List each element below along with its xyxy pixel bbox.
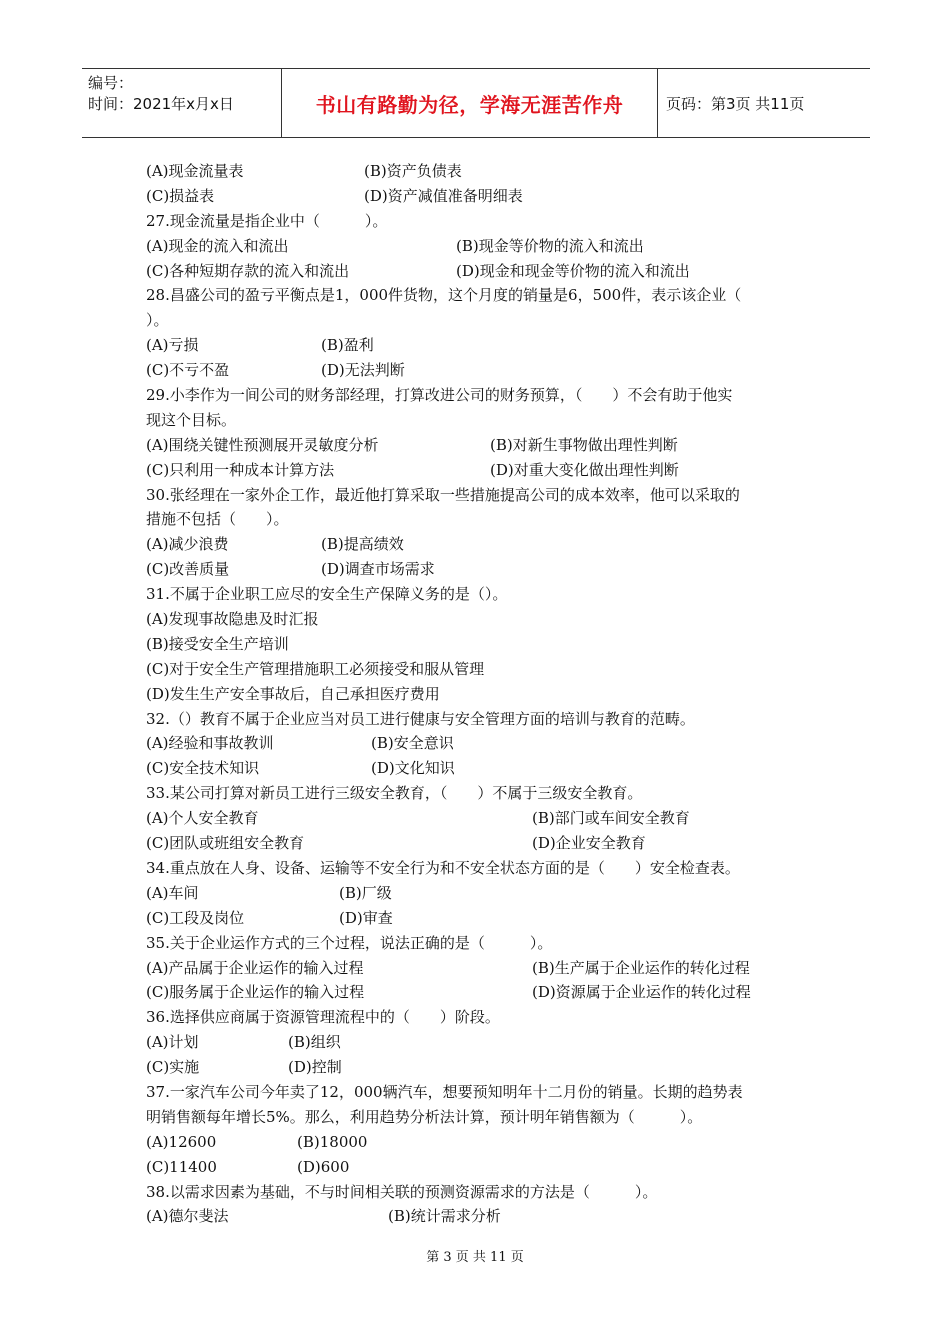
text-line [146, 657, 816, 682]
option-right: (D)600 [297, 1157, 350, 1176]
option-row [146, 806, 816, 831]
option-right: (B)提高绩效 [321, 535, 404, 554]
option-row [146, 433, 816, 458]
text-line [146, 1005, 816, 1030]
line-text: (D)发生生产安全事故后，自己承担医疗费用 [146, 684, 440, 703]
header-motto: 书山有路勤为径，学海无涯苦作舟 [282, 69, 658, 137]
text-line [146, 1080, 816, 1105]
page-header [82, 68, 870, 138]
line-text: 措施不包括（ ）。 [146, 510, 289, 529]
option-left: (A)12600 [146, 1132, 217, 1151]
option-row [146, 532, 816, 557]
option-left: (C)只利用一种成本计算方法 [146, 460, 335, 479]
text-line [146, 408, 816, 433]
line-text: 35.关于企业运作方式的三个过程，说法正确的是（ ）。 [146, 933, 553, 952]
line-text: 31.不属于企业职工应尽的安全生产保障义务的是（）。 [146, 585, 508, 604]
text-line [146, 209, 816, 234]
option-row [146, 184, 816, 209]
option-row [146, 980, 816, 1005]
text-line [146, 931, 816, 956]
line-text: (A)发现事故隐患及时汇报 [146, 610, 319, 629]
option-left: (A)围绕关键性预测展开灵敏度分析 [146, 435, 379, 454]
option-row [146, 1130, 816, 1155]
doc-time-label: 时间：2021年x月x日 [88, 95, 234, 113]
option-row [146, 358, 816, 383]
option-right: (B)18000 [297, 1132, 368, 1151]
option-right: (B)盈利 [321, 336, 374, 355]
line-text: 36.选择供应商属于资源管理流程中的（ ）阶段。 [146, 1008, 500, 1027]
text-line [146, 856, 816, 881]
option-left: (C)服务属于企业运作的输入过程 [146, 983, 365, 1002]
option-row [146, 756, 816, 781]
option-right: (B)厂级 [339, 883, 392, 902]
option-left: (A)个人安全教育 [146, 809, 259, 828]
text-line [146, 1180, 816, 1205]
line-text: ）。 [146, 311, 169, 330]
text-line [146, 582, 816, 607]
option-left: (A)经验和事故教训 [146, 734, 274, 753]
option-row [146, 333, 816, 358]
option-row [146, 1155, 816, 1180]
option-row [146, 234, 816, 259]
line-text: 明销售额每年增长5%。那么，利用趋势分析法计算，预计明年销售额为（ ）。 [146, 1107, 703, 1126]
option-left: (A)德尔斐法 [146, 1207, 229, 1226]
line-text: 33.某公司打算对新员工进行三级安全教育，（ ）不属于三级安全教育。 [146, 784, 643, 803]
option-row [146, 1030, 816, 1055]
text-line [146, 632, 816, 657]
option-left: (C)改善质量 [146, 560, 230, 579]
line-text: 现这个目标。 [146, 410, 237, 429]
option-row [146, 159, 816, 184]
option-right: (D)控制 [288, 1058, 342, 1077]
option-left: (C)安全技术知识 [146, 759, 260, 778]
header-left-cell [82, 69, 282, 137]
option-right: (B)生产属于企业运作的转化过程 [532, 958, 750, 977]
option-right: (D)资产减值准备明细表 [364, 186, 523, 205]
line-text: (B)接受安全生产培训 [146, 634, 289, 653]
option-right: (B)资产负债表 [364, 162, 462, 180]
option-row [146, 458, 816, 483]
option-row [146, 831, 816, 856]
option-right: (B)对新生事物做出理性判断 [490, 435, 678, 454]
option-right: (B)组织 [288, 1033, 341, 1052]
line-text: 29.小李作为一间公司的财务部经理，打算改进公司的财务预算，（ ）不会有助于他实 [146, 386, 733, 405]
text-line [146, 308, 816, 333]
option-right: (B)统计需求分析 [388, 1207, 501, 1226]
option-row [146, 557, 816, 582]
option-left: (C)实施 [146, 1058, 200, 1077]
option-left: (A)亏损 [146, 336, 199, 355]
text-line [146, 283, 816, 308]
line-text: 37.一家汽车公司今年卖了12，000辆汽车，想要预知明年十二月份的销量。长期的趋势表 [146, 1082, 743, 1101]
option-left: (C)不亏不盈 [146, 361, 230, 380]
line-text: 32.（）教育不属于企业应当对员工进行健康与安全管理方面的培训与教育的范畴。 [146, 709, 695, 728]
option-left: (C)损益表 [146, 186, 215, 205]
option-row [146, 881, 816, 906]
option-right: (D)企业安全教育 [532, 834, 646, 853]
option-left: (C)各种短期存款的流入和流出 [146, 261, 350, 280]
option-right: (B)现金等价物的流入和流出 [456, 236, 644, 255]
text-line [146, 483, 816, 508]
doc-number-label: 编号： [88, 74, 134, 92]
header-page-info: 页码：第3页 共11页 [666, 94, 805, 113]
option-left: (C)11400 [146, 1157, 217, 1176]
option-row [146, 731, 816, 756]
option-row [146, 956, 816, 981]
option-left: (A)减少浪费 [146, 535, 229, 554]
text-line [146, 1105, 816, 1130]
option-right: (D)文化知识 [371, 759, 455, 778]
line-text: 30.张经理在一家外企工作，最近他打算采取一些措施提高公司的成本效率，他可以采取的 [146, 485, 740, 504]
option-right: (D)审查 [339, 908, 393, 927]
question-content [146, 159, 816, 1229]
option-row [146, 906, 816, 931]
option-right: (D)对重大变化做出理性判断 [490, 460, 679, 479]
option-right: (B)安全意识 [371, 734, 454, 753]
option-right: (D)无法判断 [321, 361, 405, 380]
text-line [146, 383, 816, 408]
line-text: 38.以需求因素为基础，不与时间相关联的预测资源需求的方法是（ ）。 [146, 1182, 658, 1201]
option-left: (A)车间 [146, 883, 199, 902]
option-row [146, 1204, 816, 1229]
option-left: (A)计划 [146, 1033, 199, 1052]
option-left: (C)工段及岗位 [146, 908, 245, 927]
line-text: 28.昌盛公司的盈亏平衡点是1，000件货物，这个月度的销量是6，500件，表示该企业（ [146, 286, 742, 305]
option-left: (A)现金的流入和流出 [146, 236, 289, 255]
option-right: (D)资源属于企业运作的转化过程 [532, 983, 751, 1002]
option-right: (D)调查市场需求 [321, 560, 435, 579]
line-text: 34.重点放在人身、设备、运输等不安全行为和不安全状态方面的是（ ）安全检查表。 [146, 858, 740, 877]
text-line [146, 682, 816, 707]
option-row [146, 1055, 816, 1080]
option-right: (D)现金和现金等价物的流入和流出 [456, 261, 690, 280]
option-left: (A)产品属于企业运作的输入过程 [146, 958, 364, 977]
option-row [146, 259, 816, 284]
option-left: (C)团队或班组安全教育 [146, 834, 305, 853]
line-text: 27.现金流量是指企业中（ ）。 [146, 211, 388, 230]
text-line [146, 707, 816, 732]
text-line [146, 607, 816, 632]
text-line [146, 781, 816, 806]
text-line [146, 507, 816, 532]
page-footer: 第 3 页 共 11 页 [426, 1250, 524, 1265]
line-text: (C)对于安全生产管理措施职工必须接受和服从管理 [146, 659, 485, 678]
option-left: (A)现金流量表 [146, 162, 244, 180]
option-right: (B)部门或车间安全教育 [532, 809, 690, 828]
